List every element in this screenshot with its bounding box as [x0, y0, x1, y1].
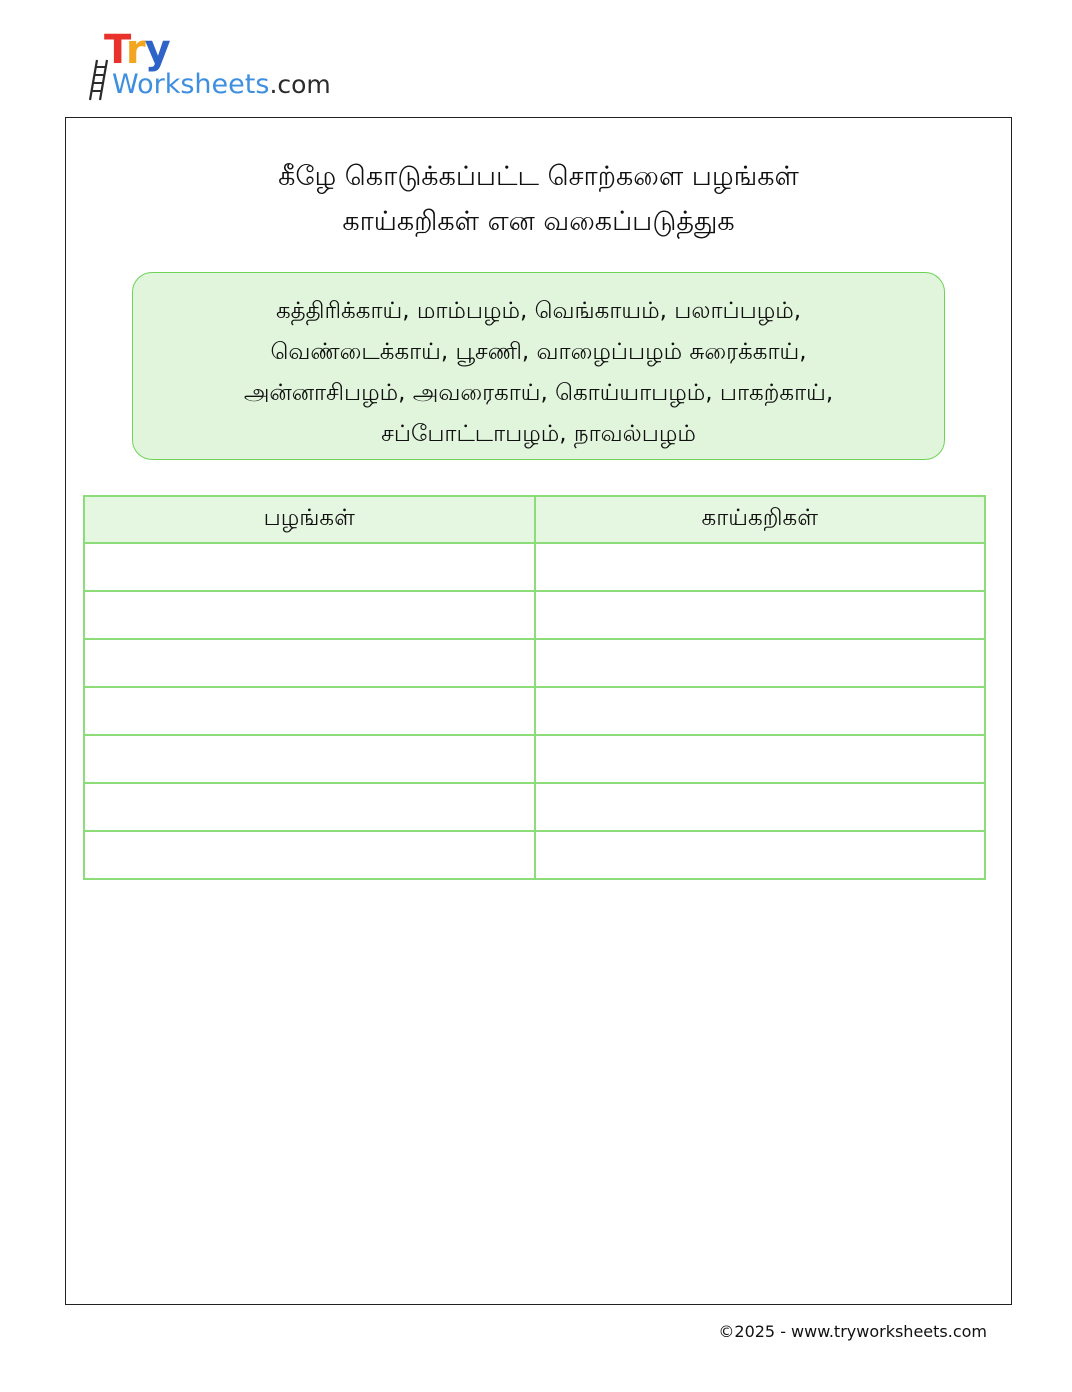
worksheet-title — [66, 154, 1011, 244]
fruit-answer-cell[interactable] — [84, 783, 535, 831]
fruit-answer-cell[interactable] — [84, 591, 535, 639]
logo-letter-t: T — [104, 27, 126, 73]
table-row — [84, 687, 985, 735]
word-bank-box — [132, 272, 945, 460]
vegetable-answer-cell[interactable] — [535, 639, 986, 687]
fruit-answer-cell[interactable] — [84, 543, 535, 591]
word-bank-line: அன்னாசிபழம், அவரைகாய், கொய்யாபழம், பாகற்காய், — [243, 380, 834, 406]
logo-brand-text — [112, 70, 331, 100]
fruit-answer-cell[interactable] — [84, 831, 535, 879]
logo-letter-r: r — [125, 27, 145, 73]
table-row — [84, 831, 985, 879]
copyright-footer: ©2025 - www.tryworksheets.com — [718, 1322, 987, 1341]
table-header-row — [84, 496, 985, 543]
logo-brand-suffix: .com — [269, 70, 331, 99]
logo-letter-y: y — [144, 27, 170, 73]
table-row — [84, 783, 985, 831]
table-row — [84, 591, 985, 639]
vegetable-answer-cell[interactable] — [535, 543, 986, 591]
column-header-vegetables: காய்கறிகள் — [535, 496, 986, 543]
fruit-answer-cell[interactable] — [84, 735, 535, 783]
vegetable-answer-cell[interactable] — [535, 783, 986, 831]
table-row — [84, 543, 985, 591]
table-row — [84, 735, 985, 783]
fruit-answer-cell[interactable] — [84, 687, 535, 735]
fruit-answer-cell[interactable] — [84, 639, 535, 687]
vegetable-answer-cell[interactable] — [535, 831, 986, 879]
title-line: கீழே கொடுக்கப்பட்ட சொற்களை பழங்கள் — [278, 161, 799, 192]
logo-brand-main: Worksheets — [112, 69, 270, 100]
site-logo — [88, 27, 348, 104]
title-line: காய்கறிகள் என வகைப்படுத்துக — [342, 206, 735, 237]
logo-try-text — [104, 27, 170, 73]
word-bank-line: சப்போட்டாபழம், நாவல்பழம் — [381, 421, 696, 447]
table-row — [84, 639, 985, 687]
vegetable-answer-cell[interactable] — [535, 687, 986, 735]
sorting-table — [83, 495, 986, 880]
word-bank-line: வெண்டைக்காய், பூசணி, வாழைப்பழம் சுரைக்காய், — [270, 339, 807, 365]
vegetable-answer-cell[interactable] — [535, 591, 986, 639]
vegetable-answer-cell[interactable] — [535, 735, 986, 783]
column-header-fruits: பழங்கள் — [84, 496, 535, 543]
word-bank-line: கத்திரிக்காய், மாம்பழம், வெங்காயம், பலாப்பழம், — [275, 298, 802, 324]
worksheet-frame — [65, 117, 1012, 1305]
